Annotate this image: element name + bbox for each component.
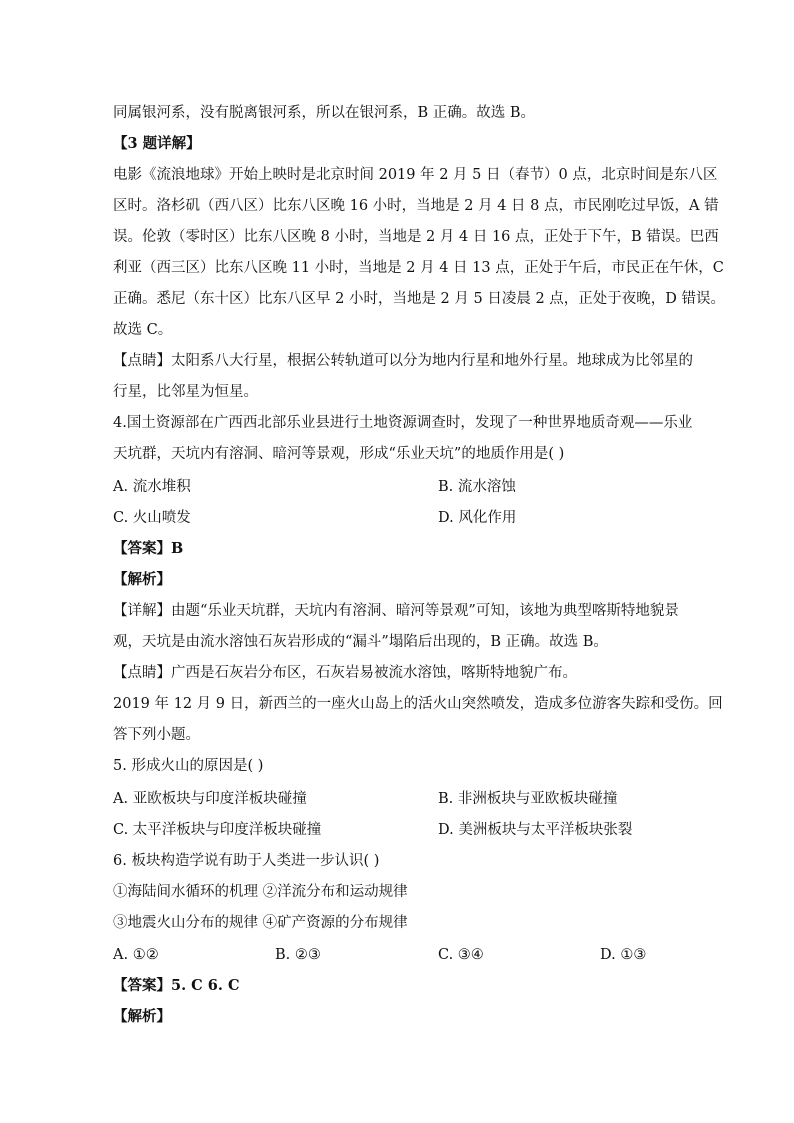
q6-statements-1: ①海陆间水循环的机理 ②洋流分布和运动规律 (113, 884, 408, 900)
text-line: 观，天坑是由流水溶蚀石灰岩形成的“漏斗”塌陷后出现的，B 正确。故选 B。 (113, 634, 608, 650)
text-line: 区时。洛杉矶（西八区）比东八区晚 16 小时，当地是 2 月 4 日 8 点，市民刚吃过早饭，A 错 (113, 198, 719, 214)
text-line: 答下列小题。 (113, 727, 200, 743)
text-line: 【详解】由题“乐业天坑群，天坑内有溶洞、暗河等景观”可知，该地为典型喀斯特地貌景 (113, 603, 679, 619)
text-line: 2019 年 12 月 9 日，新西兰的一座火山岛上的活火山突然喷发，造成多位游客失踪和受伤。回 (113, 696, 723, 712)
text-line: 行星，比邻星为恒星。 (113, 384, 258, 400)
section-heading: 【3 题详解】 (113, 135, 201, 152)
text-line: 【点睛】广西是石灰岩分布区，石灰岩易被流水溶蚀，喀斯特地貌广布。 (113, 665, 577, 681)
analysis-label: 【解析】 (113, 1008, 171, 1025)
q4-option-a: A. 流水堆积 (113, 479, 191, 495)
q5-option-a: A. 亚欧板块与印度洋板块碰撞 (113, 791, 307, 807)
q5-option-d: D. 美洲板块与太平洋板块张裂 (438, 822, 633, 838)
question-4-cont: 天坑群，天坑内有溶洞、暗河等景观，形成“乐业天坑”的地质作用是( ) (113, 446, 565, 462)
q6-option-b: B. ②③ (275, 947, 321, 963)
q6-option-c: C. ③④ (438, 947, 484, 963)
q6-option-d: D. ①③ (600, 947, 647, 963)
text-line: 误。伦敦（零时区）比东八区晚 8 小时，当地是 2 月 4 日 16 点，正处于下午，B 错误。巴西 (113, 229, 719, 245)
text-line: 利亚（西三区）比东八区晚 11 小时，当地是 2 月 4 日 13 点，正处于午后，市民正在午休，C (113, 260, 724, 276)
text-line: 【点睛】太阳系八大行星，根据公转轨道可以分为地内行星和地外行星。地球成为比邻星的 (113, 353, 693, 369)
question-4: 4.国土资源部在广西西北部乐业县进行土地资源调查时，发现了一种世界地质奇观——乐业 (113, 415, 693, 431)
text-line: 正确。悉尼（东十区）比东八区早 2 小时，当地是 2 月 5 日凌晨 2 点，正处于夜晚，D 错误。 (113, 291, 726, 307)
text-line: 电影《流浪地球》开始上映时是北京时间 2019 年 2 月 5 日（春节）0 点，北京时间是东八区 (113, 167, 718, 183)
q6-option-a: A. ①② (113, 947, 159, 963)
answer-label: 【答案】B (113, 540, 184, 557)
q4-option-b: B. 流水溶蚀 (438, 479, 516, 495)
text-line: 同属银河系，没有脱离银河系，所以在银河系，B 正确。故选 B。 (113, 105, 536, 121)
text-line: 故选 C。 (113, 322, 173, 338)
q5-option-c: C. 太平洋板块与印度洋板块碰撞 (113, 822, 322, 838)
answer-line: 【答案】5. C 6. C (113, 977, 240, 994)
q4-option-d: D. 风化作用 (438, 510, 517, 526)
analysis-label: 【解析】 (113, 571, 171, 588)
question-5: 5. 形成火山的原因是( ) (113, 758, 264, 774)
q5-option-b: B. 非洲板块与亚欧板块碰撞 (438, 791, 618, 807)
question-6: 6. 板块构造学说有助于人类进一步认识( ) (113, 853, 380, 869)
q4-option-c: C. 火山喷发 (113, 510, 191, 526)
q6-statements-2: ③地震火山分布的规律 ④矿产资源的分布规律 (113, 915, 408, 931)
